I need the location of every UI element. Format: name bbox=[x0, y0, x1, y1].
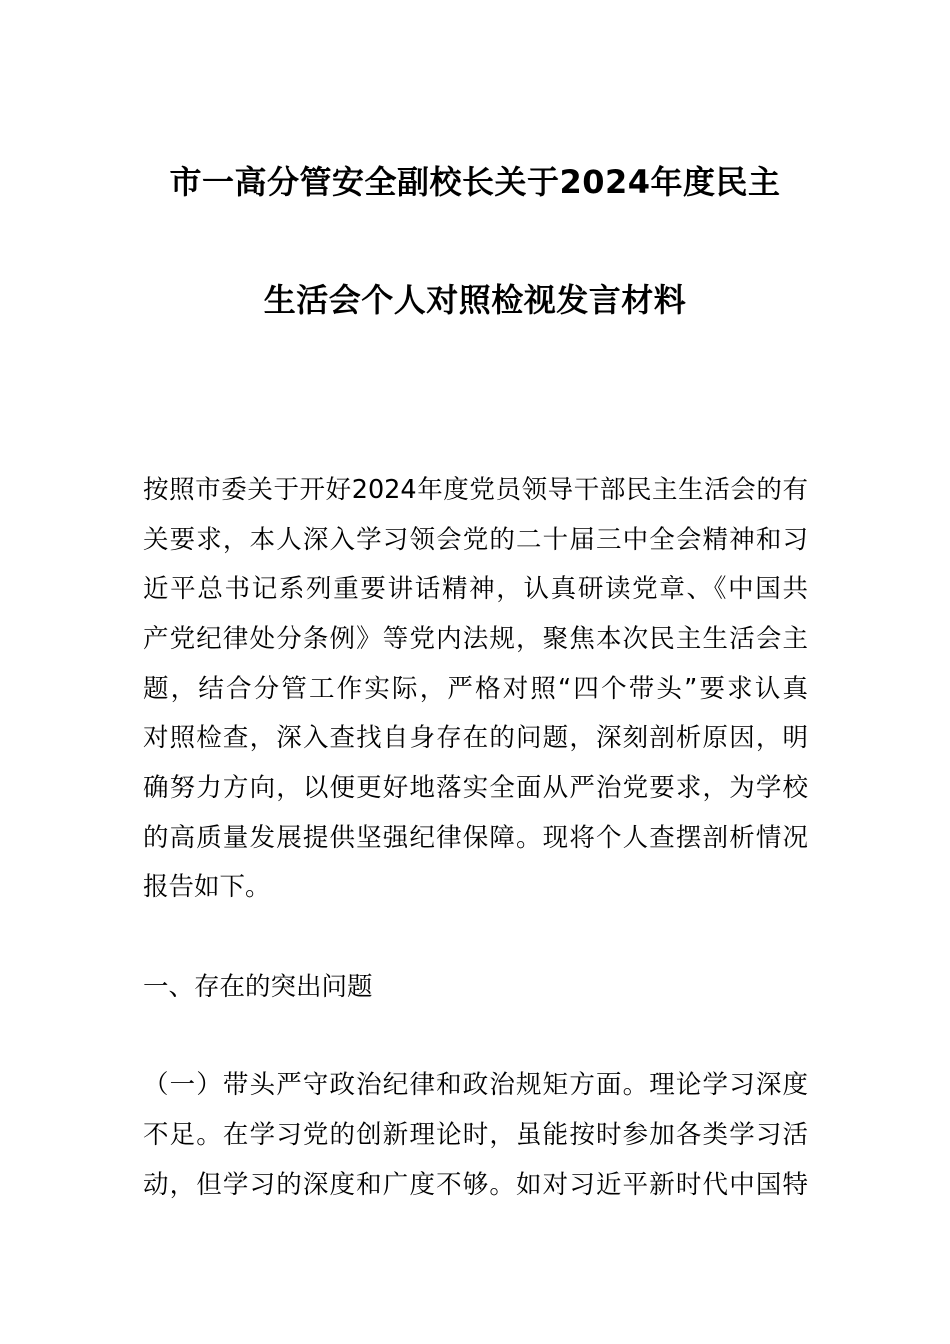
intro-paragraph-line: 按照市委关于开好2024年度党员领导干部民主生活会的有 bbox=[143, 475, 808, 505]
document-title-line-1: 市一高分管安全副校长关于2024年度民主 bbox=[169, 163, 781, 201]
intro-paragraph-line: 的高质量发展提供坚强纪律保障。现将个人查摆剖析情况 bbox=[143, 823, 808, 853]
section-heading: 一、存在的突出问题 bbox=[143, 972, 373, 1002]
intro-paragraph-line: 确努力方向，以便更好地落实全面从严治党要求，为学校 bbox=[143, 773, 808, 803]
document-title-line-2: 生活会个人对照检视发言材料 bbox=[263, 281, 687, 319]
intro-paragraph-line: 报告如下。 bbox=[143, 872, 271, 902]
intro-paragraph-line: 关要求，本人深入学习领会党的二十届三中全会精神和习 bbox=[143, 525, 808, 555]
subsection-paragraph-line: 动，但学习的深度和广度不够。如对习近平新时代中国特 bbox=[143, 1170, 808, 1200]
intro-paragraph-line: 题，结合分管工作实际，严格对照“四个带头”要求认真 bbox=[143, 674, 808, 704]
subsection-paragraph-line: （一）带头严守政治纪律和政治规矩方面。理论学习深度 bbox=[143, 1070, 808, 1100]
intro-paragraph-line: 近平总书记系列重要讲话精神，认真研读党章、《中国共 bbox=[143, 574, 808, 604]
intro-paragraph-line: 产党纪律处分条例》等党内法规，聚焦本次民主生活会主 bbox=[143, 624, 808, 654]
intro-paragraph-line: 对照检查，深入查找自身存在的问题，深刻剖析原因，明 bbox=[143, 723, 808, 753]
subsection-paragraph-line: 不足。在学习党的创新理论时，虽能按时参加各类学习活 bbox=[143, 1120, 808, 1150]
